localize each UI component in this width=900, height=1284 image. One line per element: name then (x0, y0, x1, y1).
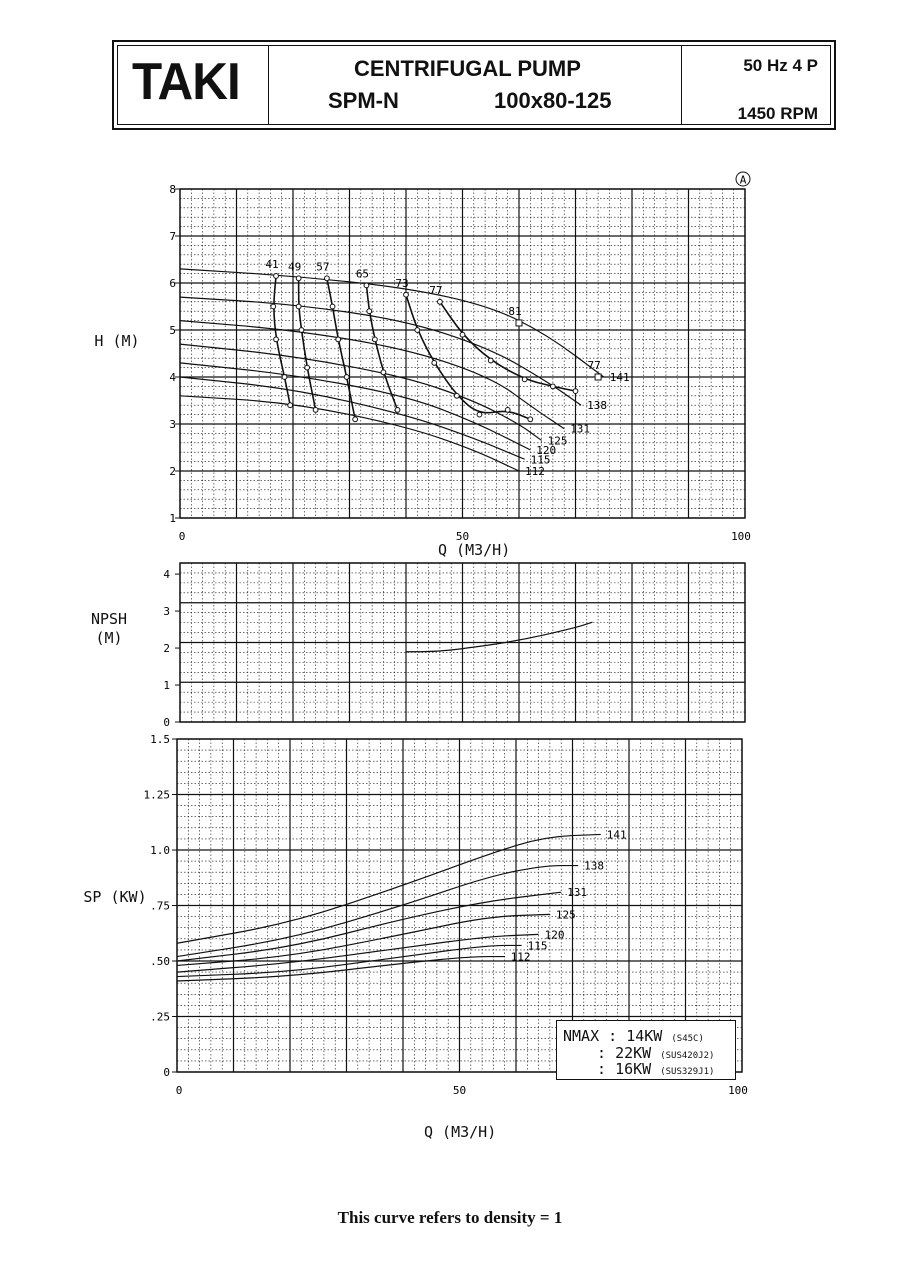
efficiency-marker (296, 304, 301, 309)
series-label: 120 (544, 928, 565, 942)
series-label: 138 (584, 859, 605, 873)
y-tick-label: 8 (169, 183, 176, 196)
efficiency-marker (404, 292, 409, 297)
y-tick-label: .50 (150, 955, 170, 968)
efficiency-marker (313, 408, 318, 413)
legend-prefix: NMAX : (563, 1027, 618, 1045)
series-141 (177, 828, 627, 943)
pump-title: CENTRIFUGAL PUMP (354, 56, 581, 81)
x-tick-label: 100 (731, 530, 751, 543)
efficiency-marker (274, 274, 279, 279)
head-xlabel: Q (M3/H) (438, 541, 511, 559)
legend-row-3-material: (SUS329J1) (660, 1067, 715, 1077)
y-tick-label: .25 (150, 1010, 170, 1024)
efficiency-marker (325, 276, 330, 281)
pump-size: 100x80-125 (494, 88, 612, 113)
efficiency-marker (505, 408, 510, 413)
x-tick-label: 0 (175, 1084, 183, 1097)
efficiency-curve-57 (316, 260, 357, 421)
npsh-chart (163, 563, 745, 729)
efficiency-marker (432, 361, 437, 366)
y-tick-label: 1.5 (150, 733, 170, 746)
rpm-label: 1450 RPM (737, 104, 818, 123)
head-ylabel: H (M) (94, 332, 140, 350)
series-112 (180, 396, 545, 478)
efficiency-label: 49 (288, 260, 302, 274)
efficiency-label: 57 (316, 260, 330, 274)
efficiency-marker (367, 309, 372, 314)
efficiency-label: 73 (395, 276, 409, 290)
legend-row-1-material: (S45C) (671, 1034, 704, 1044)
y-tick-label: 0 (163, 716, 170, 729)
efficiency-marker (305, 365, 310, 370)
y-tick-label: 6 (169, 277, 176, 290)
efficiency-marker (353, 417, 358, 422)
y-tick-label: 4 (169, 371, 176, 384)
series-line (180, 269, 604, 377)
density-note: This curve refers to density = 1 (337, 1208, 563, 1227)
series-label: 141 (606, 828, 627, 842)
npsh-ylabel-text: NPSH (M) (90, 610, 128, 647)
efficiency-marker (488, 358, 493, 363)
y-tick-label: .75 (150, 899, 170, 913)
efficiency-marker (454, 393, 459, 398)
efficiency-line (299, 278, 316, 410)
efficiency-marker (516, 320, 522, 326)
legend-row-3 (597, 1060, 714, 1078)
efficiency-marker (282, 375, 287, 380)
y-tick-label: 5 (169, 324, 176, 337)
efficiency-marker (364, 283, 369, 288)
efficiency-marker (296, 276, 301, 281)
series-label: 112 (525, 465, 545, 478)
series-line (180, 363, 530, 450)
y-tick-label: 3 (163, 605, 170, 619)
series-label: 120 (536, 443, 557, 457)
y-tick-label: 2 (169, 465, 176, 478)
efficiency-marker (330, 304, 335, 309)
series-line (180, 377, 525, 459)
efficiency-marker (299, 328, 304, 333)
series-label: 125 (555, 908, 576, 922)
head-chart (169, 183, 751, 543)
efficiency-marker (551, 384, 556, 389)
legend-row-2-power: 22KW (615, 1044, 652, 1062)
series-label: 115 (527, 939, 548, 953)
efficiency-marker (595, 374, 601, 380)
legend-row-3-power: 16KW (615, 1060, 652, 1078)
y-tick-label: 4 (163, 568, 170, 582)
efficiency-marker (528, 417, 533, 422)
series-label: 131 (570, 422, 591, 436)
efficiency-marker (381, 370, 386, 375)
series-label: 131 (567, 886, 588, 900)
efficiency-marker (573, 389, 578, 394)
series-label: 138 (587, 399, 608, 413)
y-tick-label: 1 (163, 679, 170, 693)
series-label: 112 (510, 950, 531, 964)
brand-logo: TAKI (132, 53, 240, 111)
series-label: 141 (609, 371, 630, 384)
legend-row-3-sep: : (597, 1060, 607, 1078)
grid (180, 563, 745, 722)
corner-mark (736, 172, 750, 187)
efficiency-label: 77 (429, 283, 443, 297)
series-115 (180, 377, 551, 466)
pump-model: SPM-N (328, 88, 399, 113)
efficiency-label: 65 (355, 267, 370, 281)
legend-row-1-power: 14KW (626, 1027, 663, 1045)
y-tick-label: 7 (169, 230, 176, 243)
efficiency-curve-73 (395, 277, 532, 422)
efficiency-marker (522, 377, 527, 382)
nmax-legend (556, 1020, 736, 1080)
efficiency-marker (336, 337, 341, 342)
efficiency-marker (373, 337, 378, 342)
legend-row-2-material: (SUS420J2) (660, 1051, 715, 1061)
y-tick-label: 1 (169, 512, 176, 525)
legend-row-2-sep: : (597, 1044, 607, 1062)
efficiency-marker (415, 328, 420, 333)
efficiency-marker (438, 299, 443, 304)
series-line (177, 834, 601, 943)
efficiency-marker (477, 412, 482, 417)
series-115 (177, 939, 548, 976)
efficiency-label: 41 (265, 257, 279, 271)
efficiency-curve-81 (508, 305, 522, 326)
efficiency-label: 77 (587, 359, 601, 372)
series-line (177, 892, 561, 961)
x-tick-label: 50 (452, 1084, 467, 1097)
efficiency-curve-41 (265, 258, 292, 408)
efficiency-marker (460, 332, 465, 337)
x-tick-label: 0 (178, 530, 186, 543)
efficiency-marker (395, 408, 400, 413)
series-120 (177, 928, 564, 972)
frequency-label: 50 Hz 4 P (743, 56, 818, 75)
efficiency-label: 81 (508, 304, 522, 318)
legend-row-1 (563, 1027, 704, 1045)
power-ylabel: SP (KW) (83, 888, 147, 906)
y-tick-label: 3 (169, 418, 176, 431)
efficiency-marker (271, 304, 276, 309)
y-tick-label: 1.0 (150, 844, 170, 857)
npsh-ylabel (84, 610, 134, 648)
x-tick-label: 100 (728, 1084, 748, 1097)
x-tick-label: 50 (455, 530, 470, 543)
y-tick-label: 1.25 (143, 788, 170, 802)
corner-mark-text: A (739, 173, 747, 187)
series-line (177, 866, 578, 957)
y-tick-label: 2 (163, 642, 170, 656)
efficiency-marker (344, 375, 349, 380)
efficiency-marker (274, 337, 279, 342)
y-tick-label: 0 (163, 1066, 170, 1079)
series-label: 125 (547, 434, 568, 448)
efficiency-marker (288, 403, 293, 408)
series-label: 115 (530, 453, 551, 467)
power-xlabel: Q (M3/H) (424, 1123, 497, 1141)
